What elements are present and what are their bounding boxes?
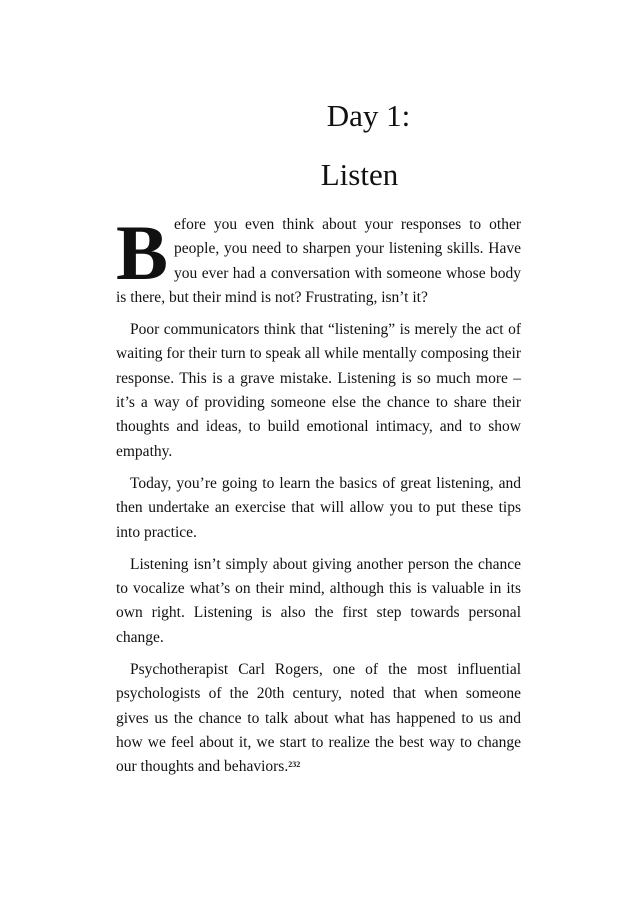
paragraph-1 (116, 209, 521, 310)
paragraph-5-text: Psychotherapist Carl Rogers, one of the most influential psychologists of the 20th century, noted that when someone gives us the chance to talk about what has happened to us and how we feel about it, we start to realize the best way to change our thoughts and behaviors. (116, 661, 521, 776)
chapter-title: Listen (320, 157, 399, 192)
chapter-day-heading: Day 1: (326, 98, 411, 133)
chapter-body (116, 209, 521, 788)
paragraph-1-text: efore you even think about your responses to other people, you need to sharpen your listening skills. Have you ever had a conversation with someone whose body is there, but their mind is not? Frustrating, isn’t it? (116, 216, 521, 306)
drop-cap: B (116, 209, 169, 296)
paragraph-4: Listening isn’t simply about giving another person the chance to vocalize what’s on their mind, although this is valuable in its own right. Listening is also the first step towards personal change. (116, 555, 521, 646)
paragraph-5 (116, 658, 521, 779)
paragraph-3: Today, you’re going to learn the basics of great listening, and then undertake an exercise that will allow you to put these tips into practice. (116, 474, 521, 541)
paragraph-2: Poor communicators think that “listening” is merely the act of waiting for their turn to speak all while mentally composing their response. This is a grave mistake. Listening is so much more – it’s a way of providing someone else the chance to share their thoughts and ideas, to build emotional intimacy, and to show empathy. (116, 321, 521, 460)
footnote-reference[interactable]: 232 (288, 760, 301, 770)
